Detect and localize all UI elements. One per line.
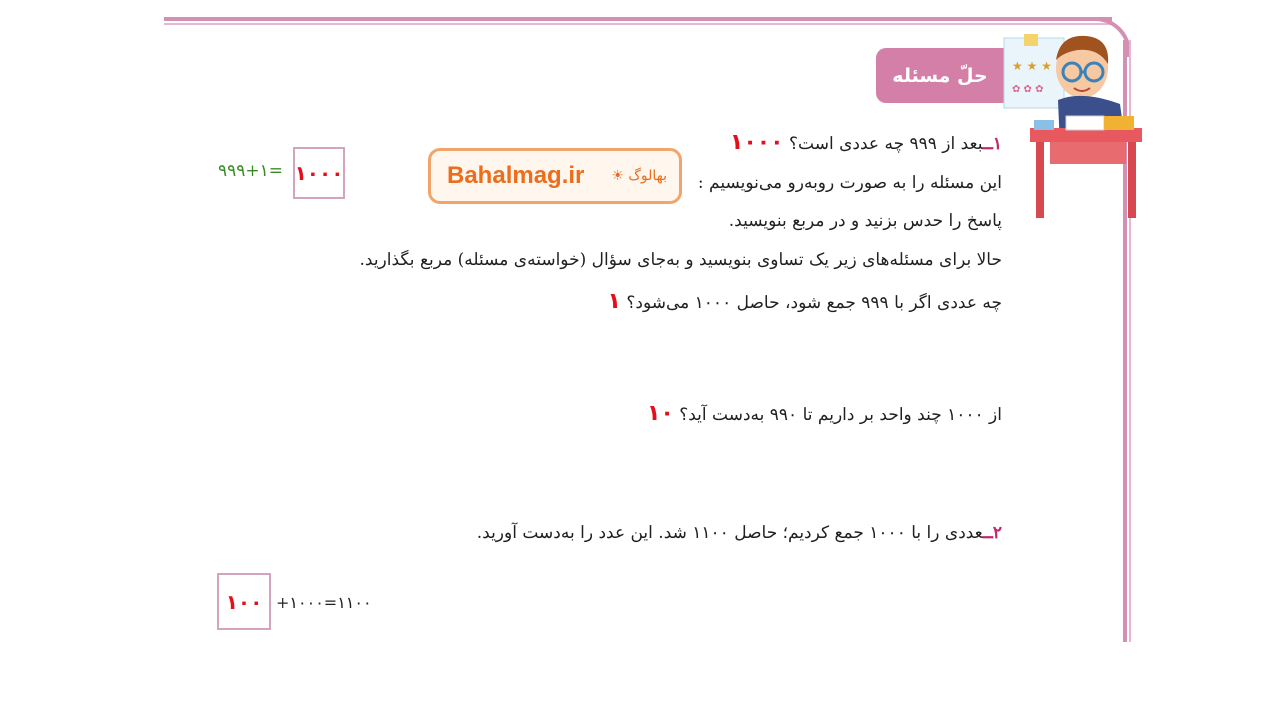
q1-answer-box	[293, 147, 345, 199]
q1-line5-text: چه عددی اگر با ۹۹۹ جمع شود، حاصل ۱۰۰۰ می‌شود؟	[626, 293, 1002, 313]
watermark-mark: بهالوگ	[628, 168, 667, 184]
q2-line	[477, 523, 1002, 543]
q1-line4: حالا برای مسئله‌های زیر یک تساوی بنویسید و به‌جای سؤال (خواسته‌ی مسئله) مربع بگذارید.	[359, 250, 1002, 270]
q2-text: عددی را با ۱۰۰۰ جمع کردیم؛ حاصل ۱۱۰۰ شد. این عدد را به‌دست آورید.	[476, 523, 983, 543]
watermark-text: Bahalmag.ir	[447, 162, 585, 189]
svg-text:✿ ✿ ✿: ✿ ✿ ✿	[1012, 84, 1044, 95]
section-title: حلّ مسئله	[876, 48, 1004, 103]
q1-equation: ۹۹۹+۱=	[218, 161, 284, 181]
svg-text:★ ★ ★: ★ ★ ★	[1012, 59, 1052, 73]
sun-logo-icon: ☀ بهالوگ	[611, 168, 667, 184]
q1-line6	[647, 401, 1002, 426]
q1-line6-text: از ۱۰۰۰ چند واحد بر داریم تا ۹۹۰ به‌دست آید؟	[679, 405, 1002, 425]
q1-line5	[608, 289, 1002, 314]
q2-answer-box	[217, 573, 271, 630]
q1-line6-answer: ۱۰	[646, 401, 674, 426]
q1-line3: پاسخ را حدس بزنید و در مربع بنویسید.	[728, 211, 1002, 231]
q2-number: ۲ــ	[982, 523, 1002, 543]
q1-line2: این مسئله را به صورت روبه‌رو می‌نویسیم :	[697, 173, 1002, 193]
q1-box-answer: ۱۰۰۰	[294, 161, 344, 185]
q1-number: ۱ــ	[982, 134, 1002, 154]
q1-line1-answer: ۱۰۰۰	[729, 130, 784, 155]
page-frame-top-inner	[164, 23, 1112, 25]
q2-box-answer: ۱۰۰	[225, 589, 263, 614]
watermark-logo	[428, 148, 682, 204]
page-frame-top	[164, 17, 1112, 21]
q1-line1	[730, 130, 1002, 155]
student-illustration	[1000, 30, 1145, 220]
q1-line5-answer: ۱	[607, 289, 621, 314]
q1-line1-text: بعد از ۹۹۹ چه عددی است؟	[789, 134, 983, 154]
q2-equation: +۱۰۰۰=۱۱۰۰	[276, 593, 372, 612]
